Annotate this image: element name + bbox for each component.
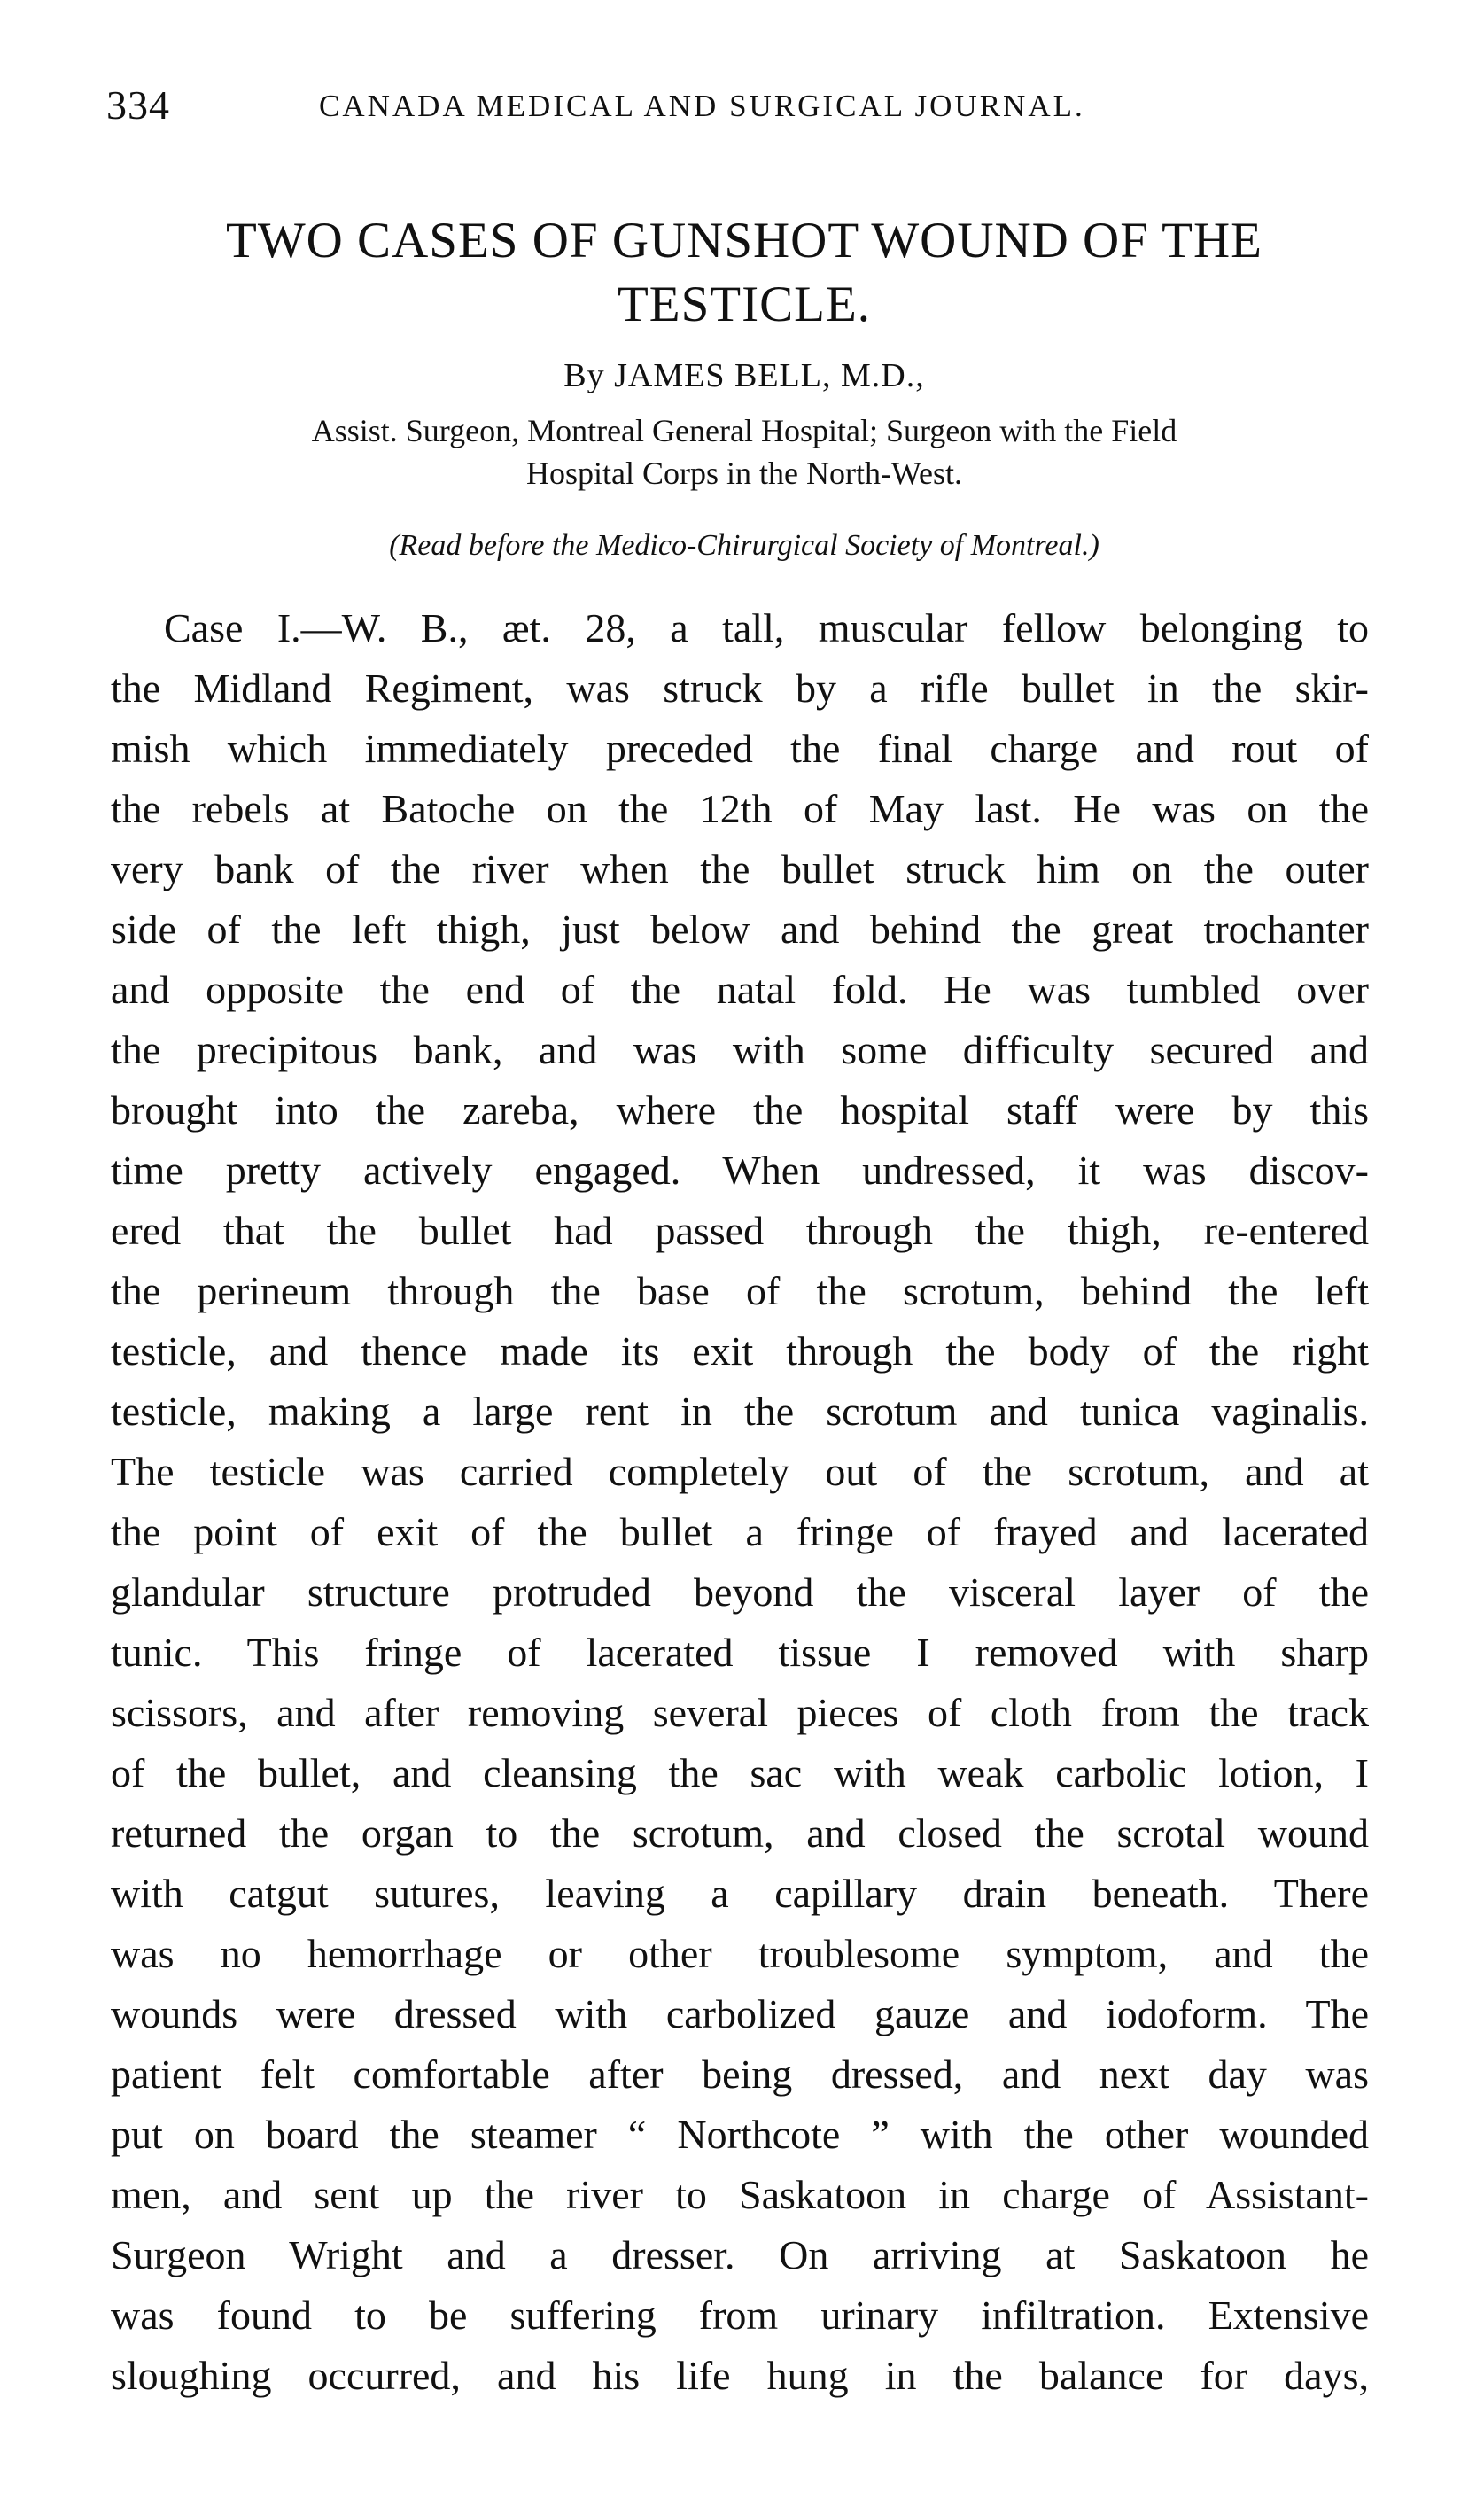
body-line: brought into the zareba, where the hospital staff were by this (111, 1087, 1369, 1133)
running-head (106, 82, 1364, 135)
body-line: with catgut sutures, leaving a capillary drain beneath. There (111, 1871, 1369, 1916)
article-title-line: TESTICLE. (617, 276, 872, 332)
body-line: time pretty actively engaged. When undressed, it was discov- (111, 1148, 1369, 1193)
body-line: Case I.—W. B., æt. 28, a tall, muscular fellow belonging to (164, 605, 1369, 650)
body-line: the Midland Regiment, was struck by a rifle bullet in the skir- (111, 666, 1369, 711)
body-line: was found to be suffering from urinary infiltration. Extensive (111, 2293, 1369, 2338)
body-line: the precipitous bank, and was with some difficulty secured and (111, 1027, 1369, 1072)
article-body (111, 598, 1369, 2406)
body-line: sloughing occurred, and his life hung in the balance for days, (111, 2353, 1369, 2398)
body-line: and opposite the end of the natal fold. He was tumbled over (111, 967, 1369, 1012)
body-line: scissors, and after removing several pieces of cloth from the track (111, 1690, 1369, 1735)
body-line: put on board the steamer “ Northcote ” with the other wounded (111, 2112, 1369, 2157)
body-line: men, and sent up the river to Saskatoon in charge of Assistant- (111, 2172, 1369, 2217)
body-line: the point of exit of the bullet a fringe of frayed and lacerated (111, 1509, 1369, 1554)
body-line: of the bullet, and cleansing the sac with weak carbolic lotion, I (111, 1750, 1369, 1795)
body-line: side of the left thigh, just below and behind the great trochanter (111, 907, 1369, 952)
journal-title: CANADA MEDICAL AND SURGICAL JOURNAL. (319, 89, 1085, 123)
page-number: 334 (106, 82, 170, 128)
body-line: was no hemorrhage or other troublesome symptom, and the (111, 1931, 1369, 1976)
body-line: tunic. This fringe of lacerated tissue I removed with sharp (111, 1630, 1369, 1675)
body-line: ered that the bullet had passed through the thigh, re-entered (111, 1208, 1369, 1253)
body-line: patient felt comfortable after being dressed, and next day was (111, 2051, 1369, 2097)
author-affiliation (133, 409, 1356, 494)
article-title (133, 209, 1356, 337)
affiliation-line: Assist. Surgeon, Montreal General Hospital; Surgeon with the Field (311, 413, 1177, 448)
affiliation-line: Hospital Corps in the North-West. (525, 455, 963, 491)
body-line: returned the organ to the scrotum, and closed the scrotal wound (111, 1810, 1369, 1856)
body-line: very bank of the river when the bullet struck him on the outer (111, 846, 1369, 891)
body-line: Surgeon Wright and a dresser. On arriving at Saskatoon he (111, 2232, 1369, 2277)
article-title-line: TWO CASES OF GUNSHOT WOUND OF THE (226, 213, 1263, 269)
body-line: mish which immediately preceded the final charge and rout of (111, 726, 1369, 771)
body-line: testicle, and thence made its exit through the body of the right (111, 1328, 1369, 1374)
body-line: The testicle was carried completely out of the scrotum, and at (111, 1449, 1369, 1494)
read-before-note: (Read before the Medico-Chirurgical Society of Montreal.) (389, 529, 1099, 562)
body-line: the perineum through the base of the scrotum, behind the left (111, 1268, 1369, 1313)
body-line: testicle, making a large rent in the scrotum and tunica vaginalis. (111, 1389, 1369, 1434)
body-line: the rebels at Batoche on the 12th of May last. He was on the (111, 786, 1369, 831)
body-line: wounds were dressed with carbolized gauze and iodoform. The (111, 1991, 1369, 2036)
author-byline: By JAMES BELL, M.D., (563, 357, 925, 394)
body-line: glandular structure protruded beyond the visceral layer of the (111, 1569, 1369, 1615)
